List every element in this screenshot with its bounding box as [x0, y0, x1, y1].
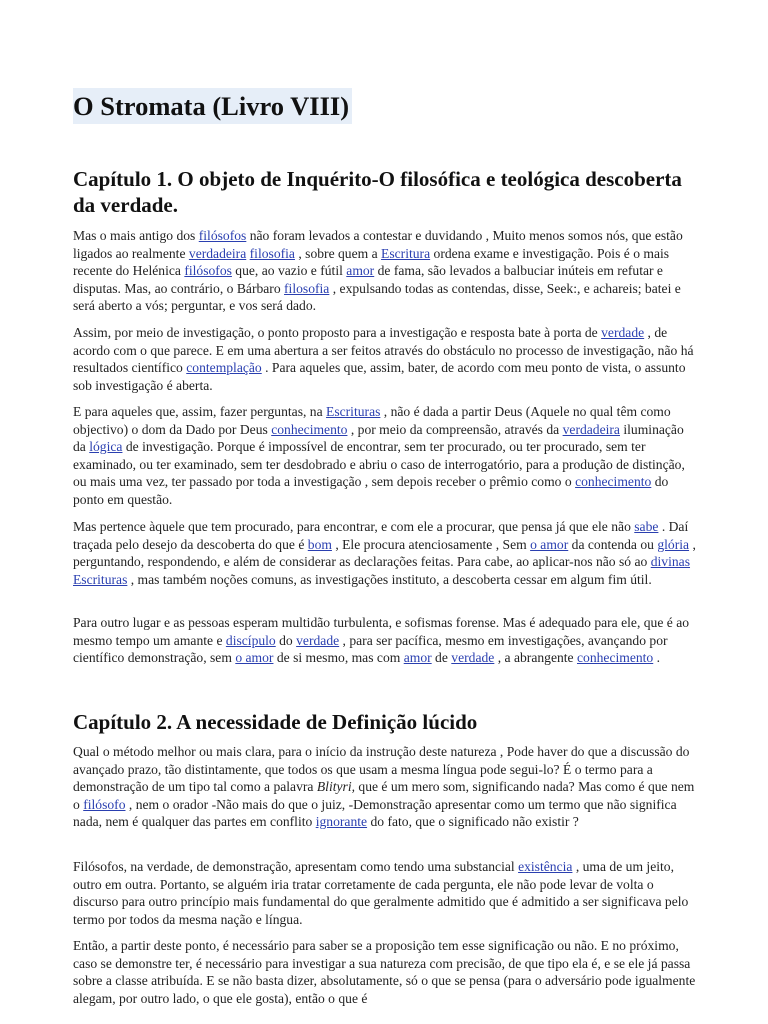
link-o-amor[interactable]: o amor — [235, 650, 274, 666]
link-verdade[interactable]: verdade — [451, 650, 495, 666]
link-conhecimento[interactable]: conhecimento — [575, 474, 652, 490]
link-bom[interactable]: bom — [307, 536, 332, 552]
link-filosofos[interactable]: filósofos — [198, 228, 247, 243]
link-conhecimento[interactable]: conhecimento — [271, 421, 348, 437]
ch2-paragraph-3: Então, a partir deste ponto, é necessário para saber se a proposição tem esse significação ou não. E no próximo, caso se demonstre ter, é necessário para investigar a sua natureza com precisão, de que tipo ela é, e se ele já passa sobre a classe atribuída. E se não basta dizer, absolutamente, só o que se pensa (para o adversário pode igualmente alegam, por outro lado, o que ele gosta), então o que é — [73, 938, 696, 1006]
link-amor[interactable]: amor — [346, 263, 375, 279]
link-verdade[interactable]: verdade — [601, 325, 645, 340]
link-conhecimento[interactable]: conhecimento — [576, 650, 654, 666]
ch2-paragraph-1: Qual o método melhor ou mais clara, para o início da instrução deste natureza , Pode haver do que a discussão do avançado prazo, tão distintamente, que todos os que usam a mesma língua pode segui-lo? É o termo para a demonstração de um tipo tal como a palavra Blityri, que é um mero som, significando nada? Mas como é que nem o filósofo , nem o orador -Não mais do que o juiz, -Demonstração apresentar como um termo que não significa nada, nem é qualquer das partes em conflito ignorante do fato, que o significado não existir ? — [73, 744, 695, 830]
chapter-1-heading: Capítulo 1. O objeto de Inquérito-O filosófica e teológica descoberta da verdade. — [73, 167, 682, 217]
link-verdade[interactable]: verdade — [296, 632, 340, 648]
ch1-paragraph-3: E para aqueles que, assim, fazer perguntas, na Escrituras , não é dada a partir Deus (Aquele no qual têm como objectivo) o dom da Dado por Deus conhecimento , por meio da compreensão, através da verdadeira iluminação da lógica de investigação. Porque é impossível de encontrar, sem ter procurado, ou ter procurado, sem ter examinado, ou ter examinado, sem ter desdobrado e abriu o caso de interrogatório, para a produção de distinção, ou mais uma vez, ter passado por toda a investigação , sem depois receber o prêmio como o conhecimento do ponto em questão. — [73, 404, 685, 507]
link-filosofo[interactable]: filósofo — [83, 796, 126, 812]
link-verdadeira[interactable]: verdadeira — [562, 421, 620, 437]
link-filosofia[interactable]: filosofia — [284, 280, 330, 296]
link-divinas-escrituras[interactable]: divinas Escrituras — [73, 554, 691, 587]
ch1-paragraph-5: Para outro lugar e as pessoas esperam multidão turbulenta, e sofismas forense. Mas é adequado para ele, que é ao mesmo tempo um amante e discípulo do verdade , para ser pacífica, mesmo em investigações, avançando por científico demonstração, sem o amor de si mesmo, mas com amor de verdade , a abrangente conhecimento . — [73, 615, 690, 666]
link-gloria[interactable]: glória — [657, 536, 690, 552]
link-contemplacao[interactable]: contemplação — [186, 360, 262, 376]
link-escritura[interactable]: Escritura — [381, 245, 431, 261]
link-logica[interactable]: lógica — [89, 439, 123, 455]
page-title: O Stromata (Livro VIII) — [73, 88, 352, 124]
link-discipulo[interactable]: discípulo — [225, 632, 276, 648]
link-filosofos[interactable]: filósofos — [184, 263, 232, 279]
link-filosofia[interactable]: filosofia — [249, 245, 295, 261]
link-o-amor[interactable]: o amor — [530, 536, 569, 552]
chapter-2-heading: Capítulo 2. A necessidade de Definição lúcido — [73, 710, 478, 734]
emphasis-blityri: Blityri, — [316, 779, 355, 795]
link-existencia[interactable]: existência — [518, 859, 573, 874]
ch1-paragraph-2: Assim, por meio de investigação, o ponto proposto para a investigação e resposta bate à porta de verdade , de acordo com o que parece. E em uma abertura a ser feitos através do obstáculo no processo de investigação, não há resultados científico contemplação . Para aqueles que, assim, bater, de acordo com meu ponto de vista, o assunto sob investigação é aberta. — [73, 325, 694, 393]
link-amor[interactable]: amor — [403, 650, 432, 666]
link-escrituras[interactable]: Escrituras — [326, 404, 381, 419]
ch2-paragraph-2: Filósofos, na verdade, de demonstração, apresentam como tendo uma substancial existência , uma de um jeito, outro em outra. Portanto, se alguém iria tratar corretamente de cada pergunta, ele não pode levar de volta o discurso para outro princípio mais fundamental do que geralmente admitido que é admitido a ser significava pelo termo por todos da mesma nação e língua. — [73, 859, 689, 927]
ch1-paragraph-1: Mas o mais antigo dos filósofos não foram levados a contestar e duvidando , Muito menos somos nós, que estão ligados ao realmente verdadeira filosofia , sobre quem a Escritura ordena exame e investigação. Pois é o mais recente do Helénica filósofos que, ao vazio e fútil amor de fama, são levados a balbuciar inúteis em refutar e disputas. Mas, ao contrário, o Bárbaro filosofia , expulsando todas as contendas, disse, Seek:, e achareis; batei e será aberto a vós; perguntar, e vos será dado. — [73, 228, 683, 314]
link-sabe[interactable]: sabe — [634, 519, 659, 534]
link-verdadeira[interactable]: verdadeira — [188, 245, 247, 261]
ch1-paragraph-4: Mas pertence àquele que tem procurado, para encontrar, e com ele a procurar, que pensa já que ele não sabe . Daí traçada pelo desejo da descoberta do que é bom , Ele procura atenciosamente , Sem o amor da contenda ou glória , perguntando, respondendo, e além de considerar as declarações feitas. Para cabe, ao aplicar-nos não só ao divinas Escrituras , mas também noções comuns, as investigações instituto, a descoberta cessar em algum fim útil. — [73, 519, 696, 587]
link-ignorante[interactable]: ignorante — [315, 814, 368, 830]
